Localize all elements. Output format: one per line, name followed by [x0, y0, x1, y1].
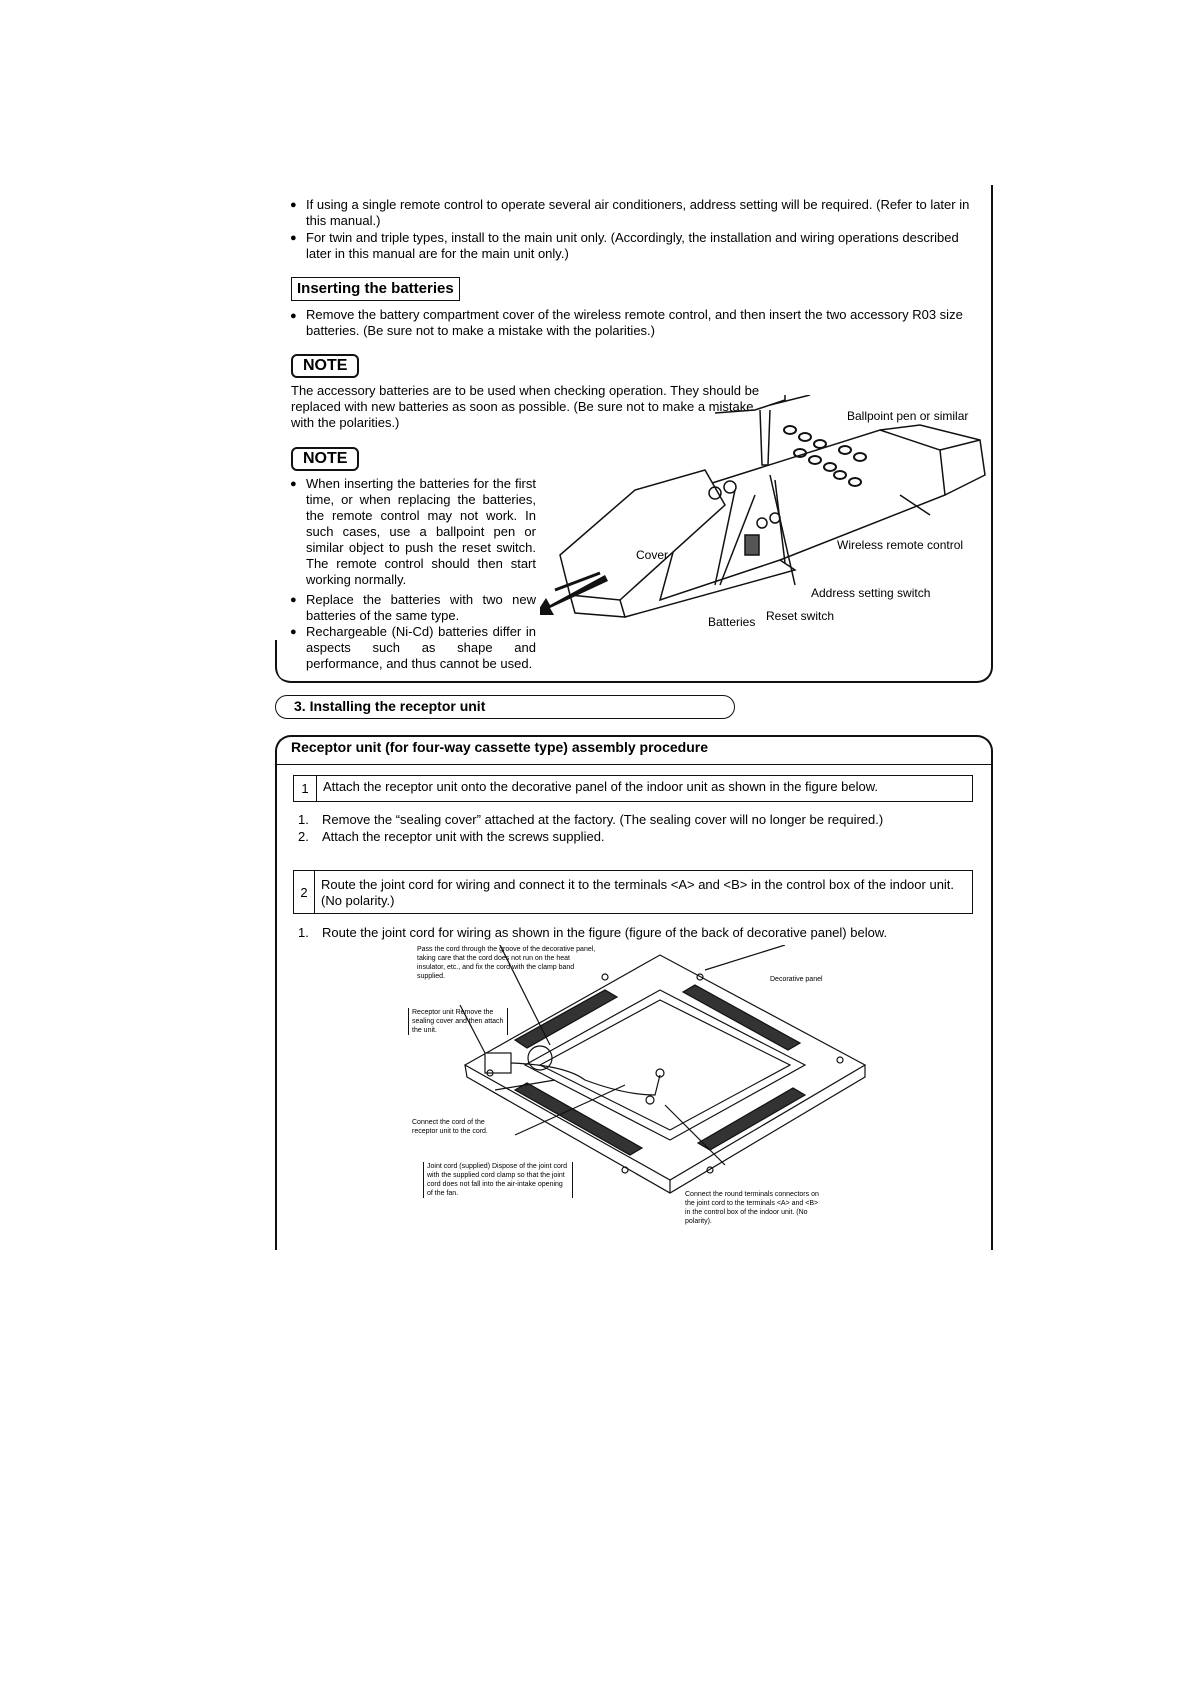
note-tag-1: NOTE — [291, 354, 359, 378]
note-tag-2: NOTE — [291, 447, 359, 471]
bullet-icon: ● — [290, 626, 297, 638]
label-groove: Pass the cord through the groove of the decorative panel, taking care that the cord does not run on the heat insulator, etc., and fix the cord with the clamp band supplied. — [417, 946, 596, 980]
label-wireless: Wireless remote control — [837, 538, 964, 552]
upper-section-frame-corner — [275, 640, 295, 683]
label-cover: Cover — [636, 548, 669, 562]
label-connect-cord: Connect the cord of the receptor unit to the cord. — [412, 1119, 488, 1135]
step-1-item-1-text: Remove the “sealing cover” attached at the factory. (The sealing cover will no longer be required.) — [322, 812, 884, 827]
bullet-icon: ● — [290, 232, 297, 244]
batteries-bullet: Remove the battery compartment cover of the wireless remote control, and then insert the two accessory R03 size batteries. (Be sure not to make a mistake with the polarities.) — [306, 307, 963, 338]
note1-text: The accessory batteries are to be used when checking operation. They should be replaced with new batteries as soon as possible. (Be sure not to make a mistake with the polarities.) — [291, 383, 760, 430]
label-decorative-panel: Decorative panel — [770, 976, 823, 983]
intro-bullet-2: For twin and triple types, install to the main unit only. (Accordingly, the installation and wiring operations described later in this manual are for the main unit only.) — [306, 230, 959, 261]
procedure-title: Receptor unit (for four-way cassette type) assembly procedure — [291, 739, 708, 755]
bullet-icon: ● — [290, 310, 297, 322]
label-ballpoint: Ballpoint pen or similar — [847, 409, 969, 423]
step-1-item-2-text: Attach the receptor unit with the screws supplied. — [322, 829, 605, 844]
label-reset: Reset switch — [766, 609, 835, 623]
note2-bullet-1: When inserting the batteries for the first time, or when replacing the batteries, the remote control may not work. In such cases, use a ballpoint pen or similar object to push the reset switch. The remote control should then start working normally. — [306, 476, 536, 587]
label-round-terminals: Connect the round terminals connectors on the joint cord to the terminals <A> and <B> in the control box of the indoor unit. (No polarity). — [685, 1191, 819, 1225]
intro-bullet-1: If using a single remote control to operate several air conditioners, address setting will be required. (Refer to later in this manual.) — [306, 197, 970, 228]
label-receptor-unit: Receptor unit Remove the sealing cover and then attach the unit. — [408, 1008, 508, 1035]
label-joint-cord: Joint cord (supplied) Dispose of the joint cord with the supplied cord clamp so that the joint cord does not fall into the air-intake opening of the fan. — [423, 1162, 573, 1198]
step-1-item-2-num: 2. — [298, 829, 309, 844]
step-2-row — [293, 870, 973, 914]
note2-bullet-3: Rechargeable (Ni-Cd) batteries differ in aspects such as shape and performance, and thus cannot be used. — [306, 624, 536, 671]
step-2-number: 2 — [294, 871, 315, 913]
step-1-item-1-num: 1. — [298, 812, 309, 827]
section-3-title: 3. Installing the receptor unit — [275, 695, 735, 719]
bullet-icon: ● — [290, 199, 297, 211]
step-1-number: 1 — [294, 776, 317, 801]
step-2-text: Route the joint cord for wiring and connect it to the terminals <A> and <B> in the control box of the indoor unit. (No polarity.) — [320, 877, 955, 908]
bullet-icon: ● — [290, 594, 297, 606]
batteries-heading: Inserting the batteries — [291, 277, 460, 301]
label-batteries: Batteries — [708, 615, 756, 629]
label-address: Address setting switch — [811, 586, 931, 600]
step-2-item-1-num: 1. — [298, 925, 309, 940]
note2-bullet-2: Replace the batteries with two new batteries of the same type. — [306, 592, 536, 623]
step-1-text: Attach the receptor unit onto the decorative panel of the indoor unit as shown in the figure below. — [323, 779, 879, 794]
divider — [277, 764, 991, 765]
bullet-icon: ● — [290, 478, 297, 490]
step-1-row — [293, 775, 973, 802]
step-2-item-1-text: Route the joint cord for wiring as shown in the figure (figure of the back of decorative panel) below. — [322, 925, 888, 940]
